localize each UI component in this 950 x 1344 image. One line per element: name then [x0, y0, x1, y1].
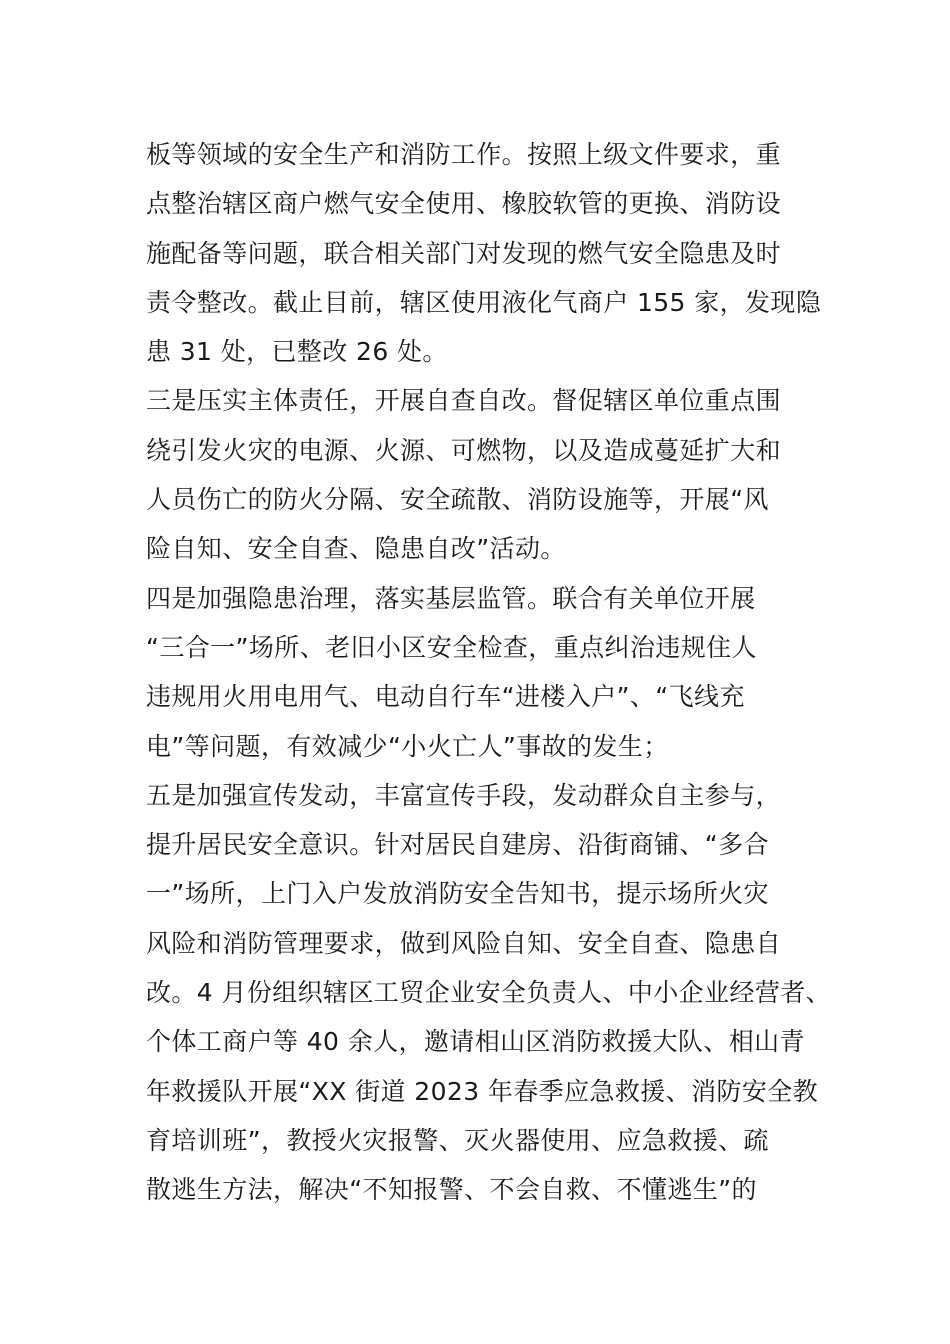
text-line: 五是加强宣传发动，丰富宣传手段，发动群众自主参与，	[146, 780, 782, 810]
text-line: 患 31 处，已整改 26 处。	[146, 337, 448, 367]
text-line: 散逃生方法，解决“不知报警、不会自救、不懂逃生”的	[146, 1175, 757, 1205]
text-line: 违规用火用电用气、电动自行车“进楼入户”、“飞线充	[146, 682, 745, 712]
text-line: 责令整改。截止目前，辖区使用液化气商户 155 家，发现隐	[146, 287, 822, 317]
text-line: 年救援队开展“XX 街道 2023 年春季应急救援、消防安全教	[146, 1076, 819, 1106]
text-line: 提升居民安全意识。针对居民自建房、沿街商铺、“多合	[146, 830, 769, 860]
text-line: 绕引发火灾的电源、火源、可燃物，以及造成蔓延扩大和	[146, 435, 782, 465]
text-line: 施配备等问题，联合相关部门对发现的燃气安全隐患及时	[146, 238, 782, 268]
text-line: “三合一”场所、老旧小区安全检查，重点纠治违规住人	[146, 632, 757, 662]
document-body	[146, 130, 846, 1215]
text-line: 风险和消防管理要求，做到风险自知、安全自查、隐患自	[146, 928, 782, 958]
text-line: 板等领域的安全生产和消防工作。按照上级文件要求，重	[146, 140, 782, 169]
text-line: 育培训班”，教授火灾报警、灭火器使用、应急救援、疏	[146, 1125, 769, 1155]
text-line: 三是压实主体责任，开展自查自改。督促辖区单位重点围	[146, 386, 782, 416]
text-line: 一”场所，上门入户发放消防安全告知书，提示场所火灾	[146, 879, 769, 909]
text-line: 电”等问题，有效减少“小火亡人”事故的发生；	[146, 731, 669, 761]
text-line: 人员伤亡的防火分隔、安全疏散、消防设施等，开展“风	[146, 485, 769, 515]
text-line: 改。4 月份组织辖区工贸企业安全负责人、中小企业经营者、	[146, 978, 832, 1008]
text-line: 四是加强隐患治理，落实基层监管。联合有关单位开展	[146, 583, 756, 613]
text-line: 险自知、安全自查、隐患自改”活动。	[146, 534, 566, 564]
text-line: 个体工商户等 40 余人，邀请相山区消防救援大队、相山青	[146, 1027, 805, 1057]
text-line: 点整治辖区商户燃气安全使用、橡胶软管的更换、消防设	[146, 189, 782, 219]
